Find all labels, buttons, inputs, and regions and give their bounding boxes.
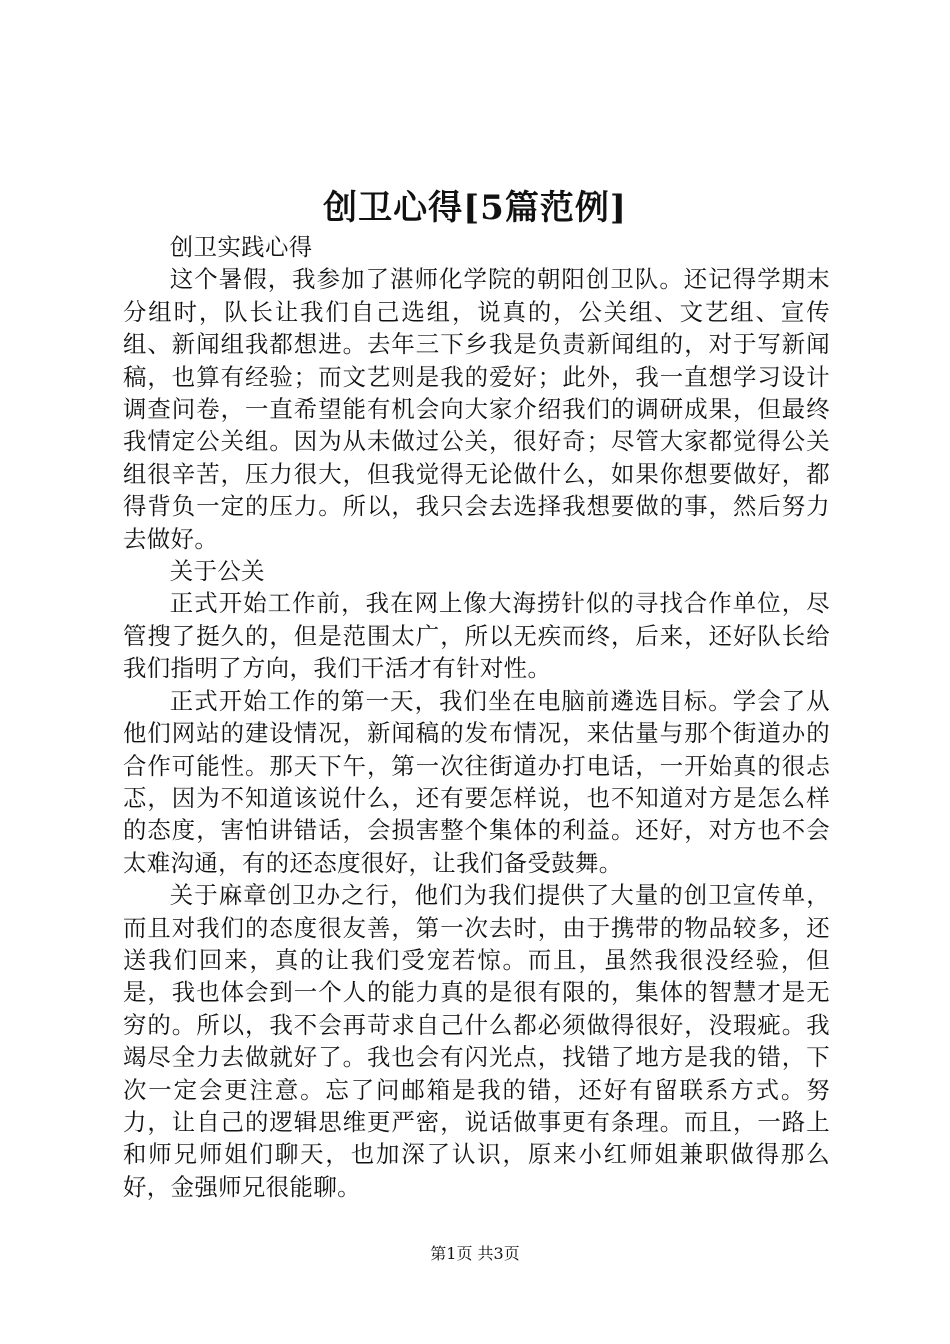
section-heading-practice: 创卫实践心得 — [169, 233, 313, 261]
section-heading-pr: 关于公关 — [169, 557, 265, 586]
paragraph-first-day: 正式开始工作的第一天，我们坐在电脑前遴选目标。学会了从他们网站的建设情况，新闻稿的发布情况，来估量与那个街道办的合作可能性。那天下午，第一次往街道办打电话，一开始真的很忐忑，因为不知道该说什么，还有要怎样说，也不知道对方是怎么样的态度，害怕讲错话，会损害整个集体的利益。还好，对方也不会太难沟通，有的还态度很好，让我们备受鼓舞。 — [123, 686, 830, 877]
document-body — [123, 231, 830, 1203]
paragraph-intro: 这个暑假，我参加了湛师化学院的朝阳创卫队。还记得学期末分组时，队长让我们自己选组，说真的，公关组、文艺组、宣传组、新闻组我都想进。去年三下乡我是负责新闻组的，对于写新闻稿，也算有经验；而文艺则是我的爱好；此外，我一直想学习设计调查问卷，一直希望能有机会向大家介绍我们的调研成果，但最终我情定公关组。因为从未做过公关，很好奇；尽管大家都觉得公关组很辛苦，压力很大，但我觉得无论做什么，如果你想要做好，都得背负一定的压力。所以，我只会去选择我想要做的事，然后努力去做好。 — [123, 265, 830, 553]
paragraph-search: 正式开始工作前，我在网上像大海捞针似的寻找合作单位，尽管搜了挺久的，但是范围太广，所以无疾而终，后来，还好队长给我们指明了方向，我们干活才有针对性。 — [123, 589, 830, 683]
document-title: 创卫心得[5篇范例] — [323, 188, 627, 228]
page-footer: 第1页 共3页 — [430, 1244, 520, 1263]
paragraph-office-visit: 关于麻章创卫办之行，他们为我们提供了大量的创卫宣传单，而且对我们的态度很友善，第一次去时，由于携带的物品较多，还送我们回来，真的让我们受宠若惊。而且，虽然我很没经验，但是，我也体会到一个人的能力真的是很有限的，集体的智慧才是无穷的。所以，我不会再苛求自己什么都必须做得很好，没瑕疵。我竭尽全力去做就好了。我也会有闪光点，找错了地方是我的错，下次一定会更注意。忘了问邮箱是我的错，还好有留联系方式。努力，让自己的逻辑思维更严密，说话做事更有条理。而且，一路上和师兄师姐们聊天，也加深了认识，原来小红师姐兼职做得那么好，金强师兄很能聊。 — [123, 881, 830, 1201]
